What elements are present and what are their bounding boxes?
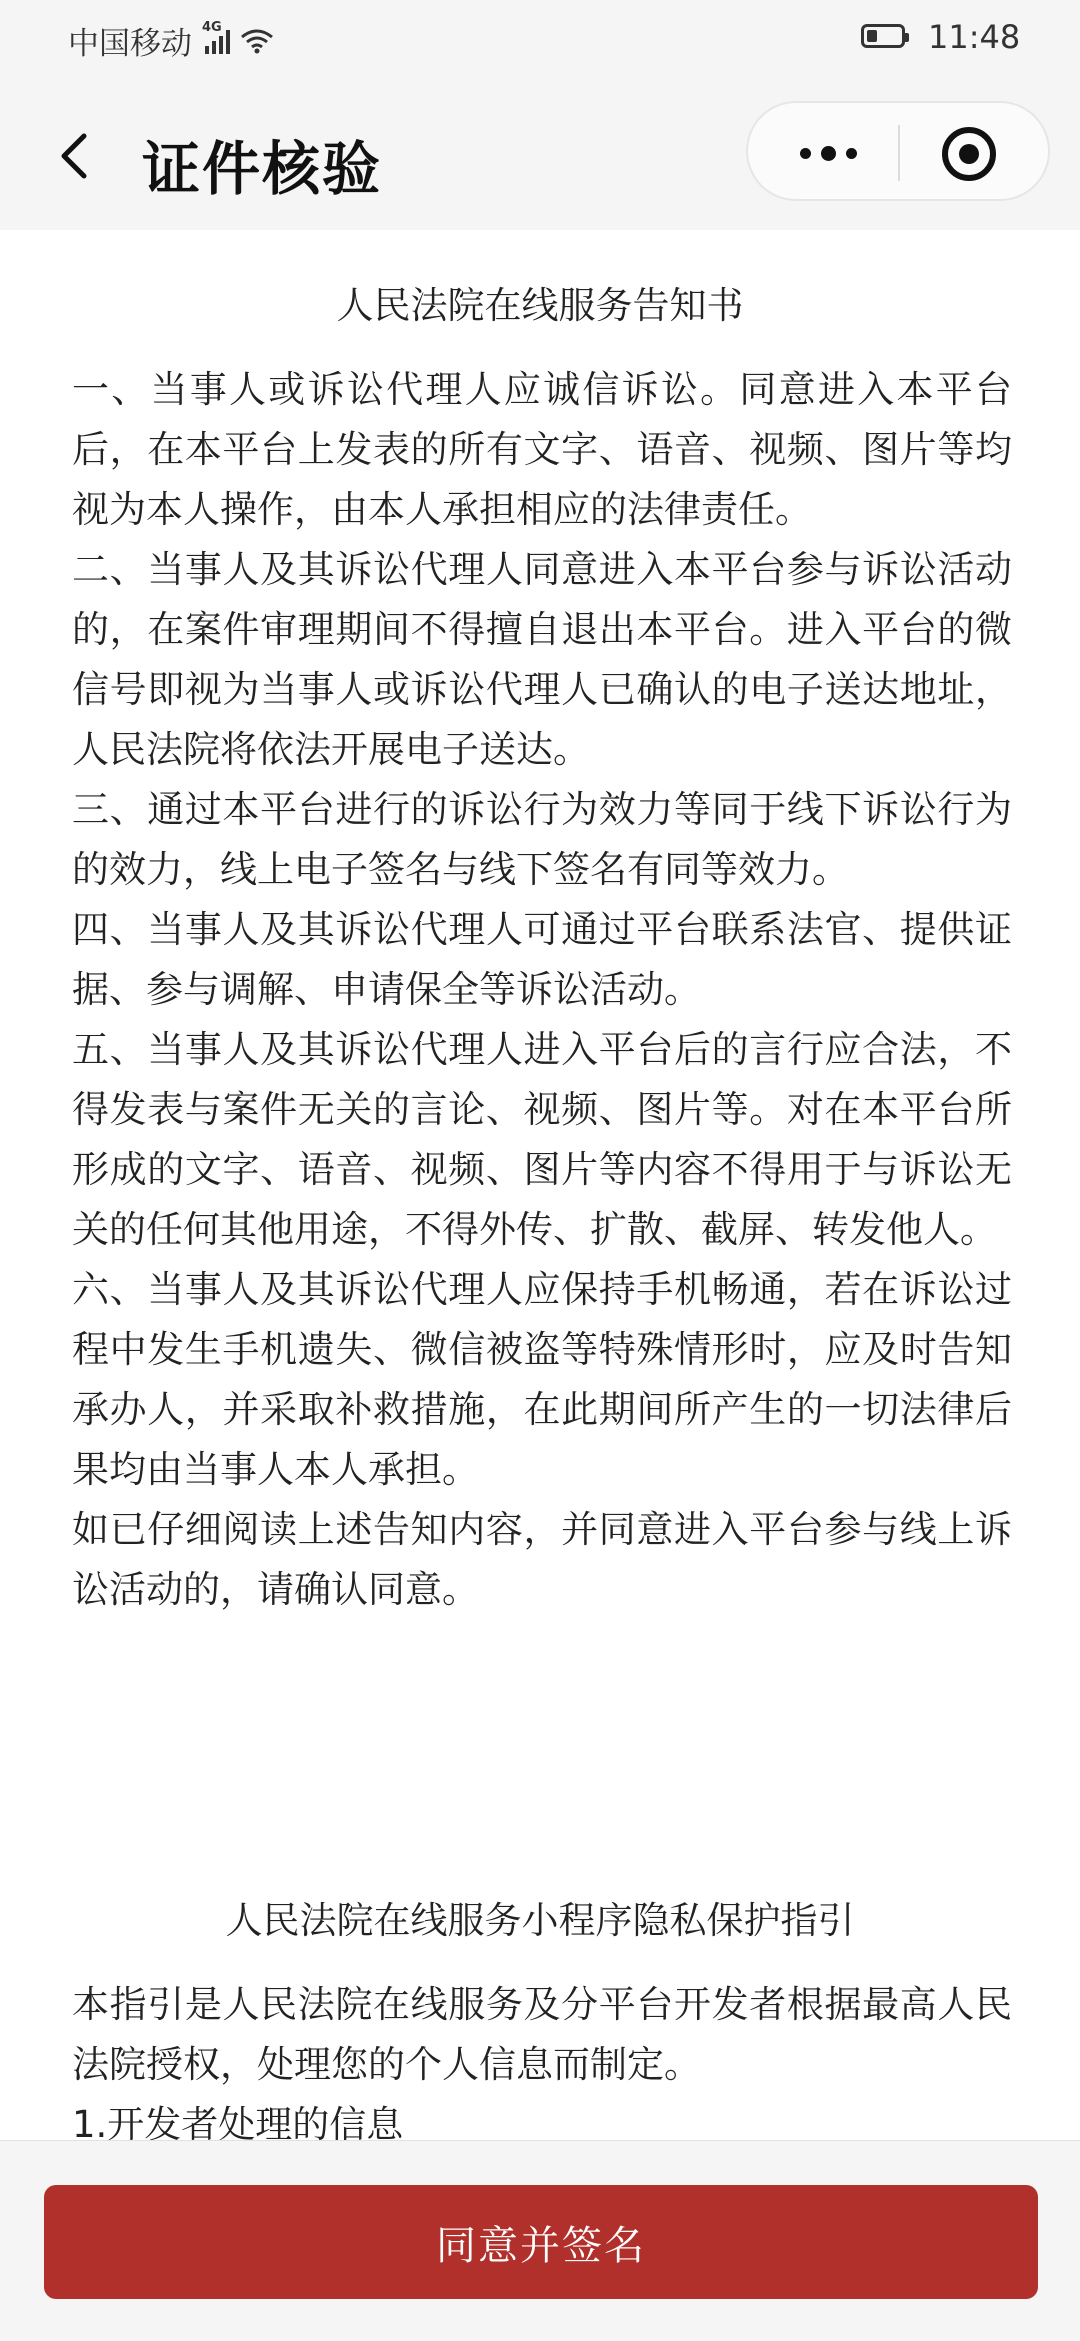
notice-body [72, 360, 1012, 1620]
agree-and-sign-button[interactable]: 同意并签名 [44, 2185, 1038, 2299]
clock: 11:48 [928, 18, 1021, 56]
notice-clause: 一、当事人或诉讼代理人应诚信诉讼。同意进入本平台后，在本平台上发表的所有文字、语音、视频、图片等均视为本人操作，由本人承担相应的法律责任。 [72, 368, 1012, 531]
privacy-paragraph: 本指引是人民法院在线服务及分平台开发者根据最高人民法院授权，处理您的个人信息而制定。 [72, 1983, 1012, 2086]
notice-clause: 六、当事人及其诉讼代理人应保持手机畅通，若在诉讼过程中发生手机遗失、微信被盗等特殊情形时，应及时告知承办人，并采取补救措施，在此期间所产生的一切法律后果均由当事人本人承担。 [72, 1268, 1012, 1491]
wifi-icon [240, 28, 274, 54]
miniprogram-capsule [746, 101, 1050, 201]
more-dots-icon[interactable] [788, 125, 868, 181]
close-target-icon[interactable] [940, 125, 998, 183]
carrier-group [68, 18, 274, 63]
page-title: 证件核验 [142, 135, 383, 203]
capsule-divider [898, 125, 900, 181]
carrier-name: 中国移动 [68, 26, 192, 62]
notice-clause: 五、当事人及其诉讼代理人进入平台后的言行应合法，不得发表与案件无关的言论、视频、图片等。对在本平台所形成的文字、语音、视频、图片等内容不得用于与诉讼无关的任何其他用途，不得外传、扩散、截屏、转发他人。 [72, 1028, 1012, 1251]
notice-clause: 三、通过本平台进行的诉讼行为效力等同于线下诉讼行为的效力，线上电子签名与线下签名有同等效力。 [72, 788, 1012, 891]
notice-clause: 四、当事人及其诉讼代理人可通过平台联系法官、提供证据、参与调解、申请保全等诉讼活动。 [72, 908, 1012, 1011]
agreement-content[interactable] [0, 230, 1080, 2140]
notice-clause: 二、当事人及其诉讼代理人同意进入本平台参与诉讼活动的，在案件审理期间不得擅自退出本平台。进入平台的微信号即视为当事人或诉讼代理人已确认的电子送达地址，人民法院将依法开展电子送达。 [72, 548, 1012, 771]
notice-title: 人民法院在线服务告知书 [336, 284, 744, 327]
notice-confirmation: 如已仔细阅读上述告知内容，并同意进入平台参与线上诉讼活动的，请确认同意。 [72, 1508, 1012, 1611]
back-chevron-icon[interactable] [48, 128, 104, 184]
battery-icon [861, 24, 905, 48]
nav-bar [0, 80, 1080, 230]
privacy-section-heading: 1.开发者处理的信息 [72, 2103, 404, 2140]
bottom-bar [0, 2140, 1080, 2341]
signal-icon [202, 19, 230, 54]
privacy-title: 人民法院在线服务小程序隐私保护指引 [225, 1899, 855, 1942]
privacy-body [72, 1975, 1012, 2140]
status-bar [0, 0, 1080, 80]
network-type: 4G [202, 19, 222, 35]
